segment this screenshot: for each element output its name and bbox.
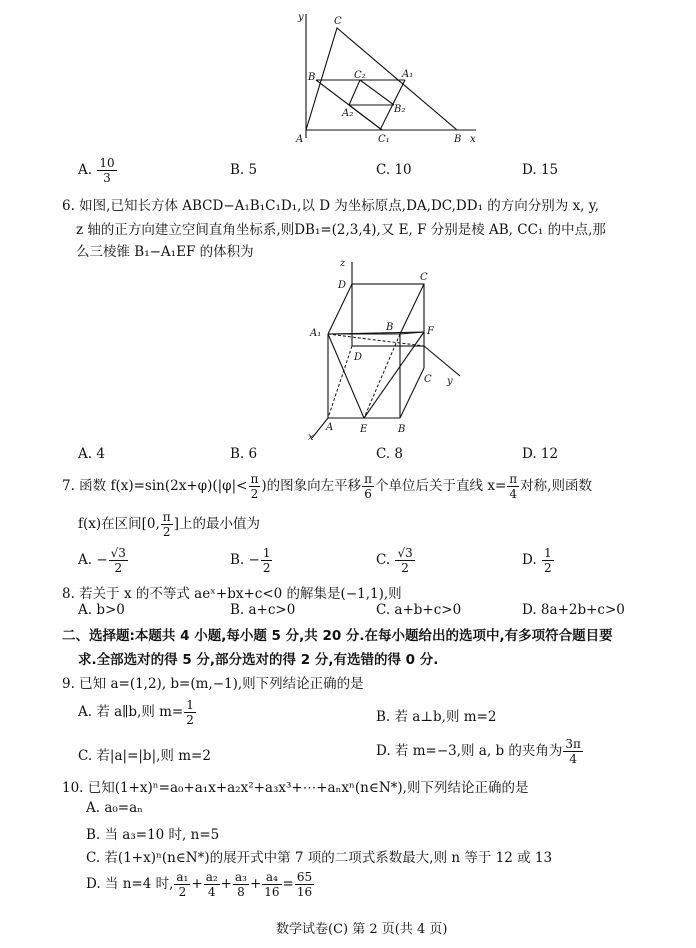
- point-B2: B₂: [394, 104, 406, 115]
- q8-option-b: B. a+c>0: [230, 602, 296, 618]
- triangle-figure: [282, 8, 482, 150]
- point-F: F: [427, 326, 434, 337]
- q5-option-b: B. 5: [230, 162, 258, 178]
- q6-line3: 么三棱锥 B₁−A₁EF 的体积为: [76, 244, 254, 260]
- cuboid-figure: [300, 256, 460, 442]
- q6-line1: 6. 如图,已知长方体 ABCD−A₁B₁C₁D₁,以 D 为坐标原点,DA,DC,DD₁ 的方向分别为 x, y,: [62, 198, 599, 214]
- q6-option-c: C. 8: [376, 446, 404, 462]
- point-A: A: [326, 422, 334, 433]
- point-C: C: [334, 16, 342, 27]
- point-C: C: [424, 374, 432, 385]
- point-D: D: [354, 352, 363, 363]
- axis-x-label: x: [470, 134, 476, 145]
- axis-z-label: z: [340, 258, 346, 269]
- section2-line1: 二、选择题:本题共 4 小题,每小题 5 分,共 20 分.在每小题给出的选项中,有多项符合题目要: [62, 628, 613, 644]
- point-E: E: [360, 424, 368, 435]
- q5-option-d: D. 15: [522, 162, 559, 178]
- q9-line: 9. 已知 a=(1,2), b=(m,−1),则下列结论正确的是: [62, 676, 364, 692]
- q9-option-b: B. 若 a⊥b,则 m=2: [376, 709, 497, 725]
- q6-line2: z 轴的正方向建立空间直角坐标系,则DB₁=(2,3,4),又 E, F 分别是棱 AB, CC₁ 的中点,那: [76, 222, 606, 238]
- q8-line: 8. 若关于 x 的不等式 aeˣ+bx+c<0 的解集是(−1,1),则: [62, 586, 402, 602]
- q7-option-a: A. − $\frac{√3}{2}$: [78, 546, 126, 575]
- q6-option-d: D. 12: [522, 446, 559, 462]
- point-C2: C₂: [354, 70, 366, 81]
- axis-y-label-3d: y: [447, 376, 453, 387]
- page-footer: 数学试卷(C) 第 2 页(共 4 页): [276, 922, 448, 937]
- q7-line1: 7. 函数 f(x)=sin(2x+φ)(|φ|< $\frac{\pi}{2}$ )的图象向左平移 $\frac{\pi}{6}$ 个单位后关于直线 x= $\frac{\pi}{4}$ 对称,则函数: [62, 472, 592, 501]
- q7-option-c: C. $\frac{√3}{2}$: [376, 546, 413, 575]
- q10-option-d: D. 当 n=4 时, $\frac{\text{a₁}}{2}$ + $\frac{\text{a₂}}{4}$ + $\frac{\text{a₃}}{8}$ + $\frac{\text{a₄}}{16}$ = $\frac{65}{16}$: [86, 870, 313, 899]
- q5-option-a-fraction: $\frac{10}{3}$: [99, 156, 115, 185]
- q7-option-b: B. − $\frac{1}{2}$: [230, 546, 271, 575]
- section2-line2: 求.全部选对的得 5 分,部分选对的得 2 分,有选错的得 0 分.: [78, 652, 439, 668]
- point-A1: A₁: [310, 328, 322, 339]
- point-C1: C₁: [378, 134, 390, 145]
- q8-option-d: D. 8a+2b+c>0: [522, 602, 625, 618]
- point-A1: A₁: [402, 69, 414, 80]
- q8-option-a: A. b>0: [78, 602, 125, 618]
- q10-option-c: C. 若(1+x)ⁿ(n∈N*)的展开式中第 7 项的二项式系数最大,则 n 等于 12 或 13: [86, 850, 553, 866]
- point-B: B: [398, 424, 406, 435]
- q9-option-c: C. 若|a|=|b|,则 m=2: [78, 748, 211, 764]
- axis-y-label: y: [298, 12, 304, 23]
- point-A: A: [296, 134, 304, 145]
- q6-option-b: B. 6: [230, 446, 258, 462]
- point-C1: C: [420, 272, 428, 283]
- q8-option-c: C. a+b+c>0: [376, 602, 462, 618]
- q10-option-b: B. 当 a₃=10 时, n=5: [86, 827, 220, 843]
- q7-option-d: D. $\frac{1}{2}$: [522, 546, 552, 575]
- point-B-axis: B: [454, 134, 462, 145]
- point-B: B: [308, 72, 316, 83]
- q6-option-a: A. 4: [78, 446, 105, 462]
- q5-option-c: C. 10: [376, 162, 412, 178]
- q10-option-a: A. a₀=aₙ: [86, 800, 143, 816]
- q10-line: 10. 已知(1+x)ⁿ=a₀+a₁x+a₂x²+a₃x³+⋯+aₙxⁿ(n∈N*),则下列结论正确的是: [62, 780, 529, 796]
- q9-option-a: A. 若 a∥b,则 m= $\frac{1}{2}$: [78, 698, 194, 727]
- point-D1: D: [338, 280, 347, 291]
- q9-option-d: D. 若 m=−3,则 a, b 的夹角为 $\frac{3\pi}{4}$: [376, 737, 581, 766]
- point-A2: A₂: [342, 108, 354, 119]
- q5-option-a: A. $\frac{10}{3}$: [78, 156, 115, 185]
- q7-line2: f(x)在区间[0, $\frac{\pi}{2}$ ]上的最小值为: [78, 510, 260, 539]
- axis-x-label-3d: x: [308, 432, 314, 442]
- point-B1: B: [386, 322, 394, 333]
